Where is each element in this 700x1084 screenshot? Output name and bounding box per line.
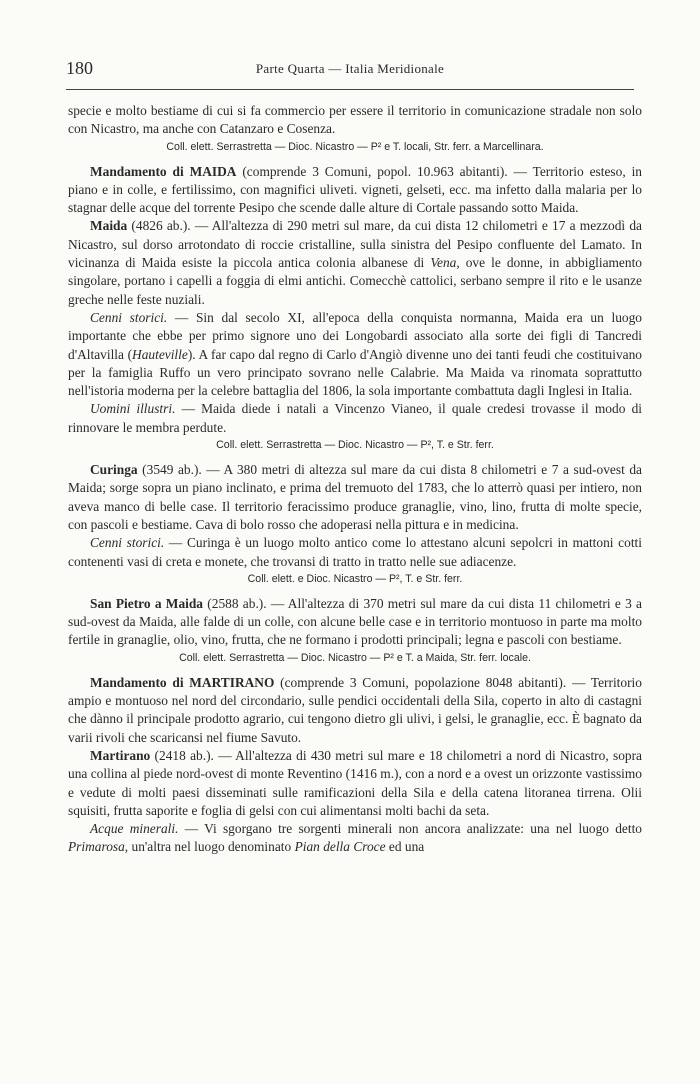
paragraph: Cenni storici. — Sin dal secolo XI, all'epoca della conquista normanna, Maida era un luogo importante che ebbe per primo signore uno dei Longobardi associato alla sorte dei figli di Tancredi d'Altavilla (Hauteville). A far capo dal regno di Carlo d'Angiò divenne uno dei tanti feudi che costituivano per la famiglia Ruffo un vero principato sovrano nelle Calabrie. Ma Maida va rinomata soprattutto nell'istoria moderna per la celebre battaglia del 1806, la sola importante combattuta dagli Inglesi in Italia. — [68, 309, 642, 399]
footnote-line: Coll. elett. Serrastretta — Dioc. Nicastro — P², T. e Str. ferr. — [216, 439, 494, 452]
subheading: Uomini illustri. — [90, 401, 176, 417]
footnote-line: Coll. elett. Serrastretta — Dioc. Nicastro — P² e T. locali, Str. ferr. a Marcellinara. — [166, 140, 544, 153]
paragraph: Curinga (3549 ab.). — A 380 metri di altezza sul mare da cui dista 8 chilometri e 7 a sud-ovest da Maida; sorge sopra un piano inclinato, e prima del tremuoto del 1783, che lo atterrò quasi per intiero, non aveva manco di belle case. Il territorio feracissimo produce granaglie, vino, lino, frutta di molte specie, con pascoli e bestiame. Cava di bolo rosso che adoperasi nella pittura e in medicina. — [68, 462, 642, 532]
subheading: Cenni storici. — [90, 535, 165, 551]
paragraph: Uomini illustri. — Maida diede i natali a Vincenzo Vianeo, il quale credesi trovasse il modo di rinnovare le membra perdute. — [68, 401, 642, 435]
entry-heading: Martirano — [90, 747, 151, 763]
section-heading: Mandamento di MAIDA — [90, 163, 237, 179]
section-heading: Mandamento di MARTIRANO — [90, 674, 275, 690]
paragraph: Cenni storici. — Curinga è un luogo molto antico come lo attestano alcuni sepolcri in mattoni cotti contenenti vasi di creta e monete, che trovansi di tratto in tratto nelle sue adiacenze. — [68, 535, 642, 569]
entry-heading: Maida — [90, 218, 128, 234]
page-header — [66, 58, 634, 82]
paragraph: Mandamento di MARTIRANO (comprende 3 Comuni, popolazione 8048 abitanti). — Territorio ampio e montuoso nel nord del circondario, sulle pendici occidentali della Sila, coperto in alto di castagni che dànno il principale prodotto agrario, cui tengono dietro gli ulivi, i gelsi, le granaglie, ecc. È bagnato da varii rivoli che scaricansi nel fiume Savuto. — [68, 674, 642, 745]
paragraph: Martirano (2418 ab.). — All'altezza di 430 metri sul mare e 18 chilometri a nord di Nicastro, sopra una collina al piede nord-ovest di monte Reventino (1416 m.), con a nord e a ovest un orizzonte vastissimo e vedute di molti paesi disseminati sulle ramificazioni della Sila e della catena litoranea tirrena. Olii squisiti, frutta saporite e foglia di gelsi con cui alimentansi molti bachi da seta. — [68, 747, 642, 818]
subheading: Cenni storici. — [90, 309, 168, 325]
subheading: Acque minerali. — [90, 821, 179, 837]
paragraph: Mandamento di MAIDA (comprende 3 Comuni, popol. 10.963 abitanti). — Territorio esteso, in piano e in colle, e fertilissimo, con magnifici uliveti. vigneti, gelseti, ecc. ma infetto dalla malaria per lo stagnar delle acque del torrente Pesipo che scende dalle alture di Cortale passando sotto Maida. — [68, 163, 642, 216]
entry-heading: Curinga — [90, 462, 138, 478]
paragraph: San Pietro a Maida (2588 ab.). — All'altezza di 370 metri sul mare da cui dista 11 chilometri e 3 a sud-ovest da Maida, alle falde di un colle, con alcune belle case e in territorio montuoso in parte ma molto fertile in granaglie, olio, vino, frutta, che ne formano i prodotti principali; legna e pascoli con bestiame. — [68, 595, 642, 648]
paragraph: Maida (4826 ab.). — All'altezza di 290 metri sul mare, da cui dista 12 chilometri e 17 a mezzodì da Nicastro, sul dorso arrotondato di roccie cristalline, sulla sinistra del Pesipo confluente del Lamato. In vicinanza di Maida esiste la piccola antica colonia albanese di Vena, ove le donne, in abbigliamento singolare, portano i capelli a foggia di elmi antichi. Comecchè cattolici, serbano sempre il rito e le usanze greche nelle feste nuziali. — [68, 218, 642, 307]
header-rule — [66, 89, 634, 90]
footnote-line: Coll. elett. Serrastretta — Dioc. Nicastro — P² e T. a Maida, Str. ferr. locale. — [179, 651, 531, 664]
footnote-line: Coll. elett. e Dioc. Nicastro — P², T. e Str. ferr. — [247, 572, 463, 585]
entry-heading: San Pietro a Maida — [90, 595, 204, 611]
paragraph: specie e molto bestiame di cui si fa commercio per essere il territorio in comunicazione stradale non solo con Nicastro, ma anche con Catanzaro e Cosenza. — [68, 103, 642, 137]
paragraph: Acque minerali. — Vi sgorgano tre sorgenti minerali non ancora analizzate: una nel luogo detto Primarosa, un'altra nel luogo denominato Pian della Croce ed una — [68, 821, 643, 855]
running-title: Parte Quarta — Italia Meridionale — [255, 61, 445, 76]
page-number: 180 — [66, 58, 93, 78]
page-body — [68, 102, 642, 857]
